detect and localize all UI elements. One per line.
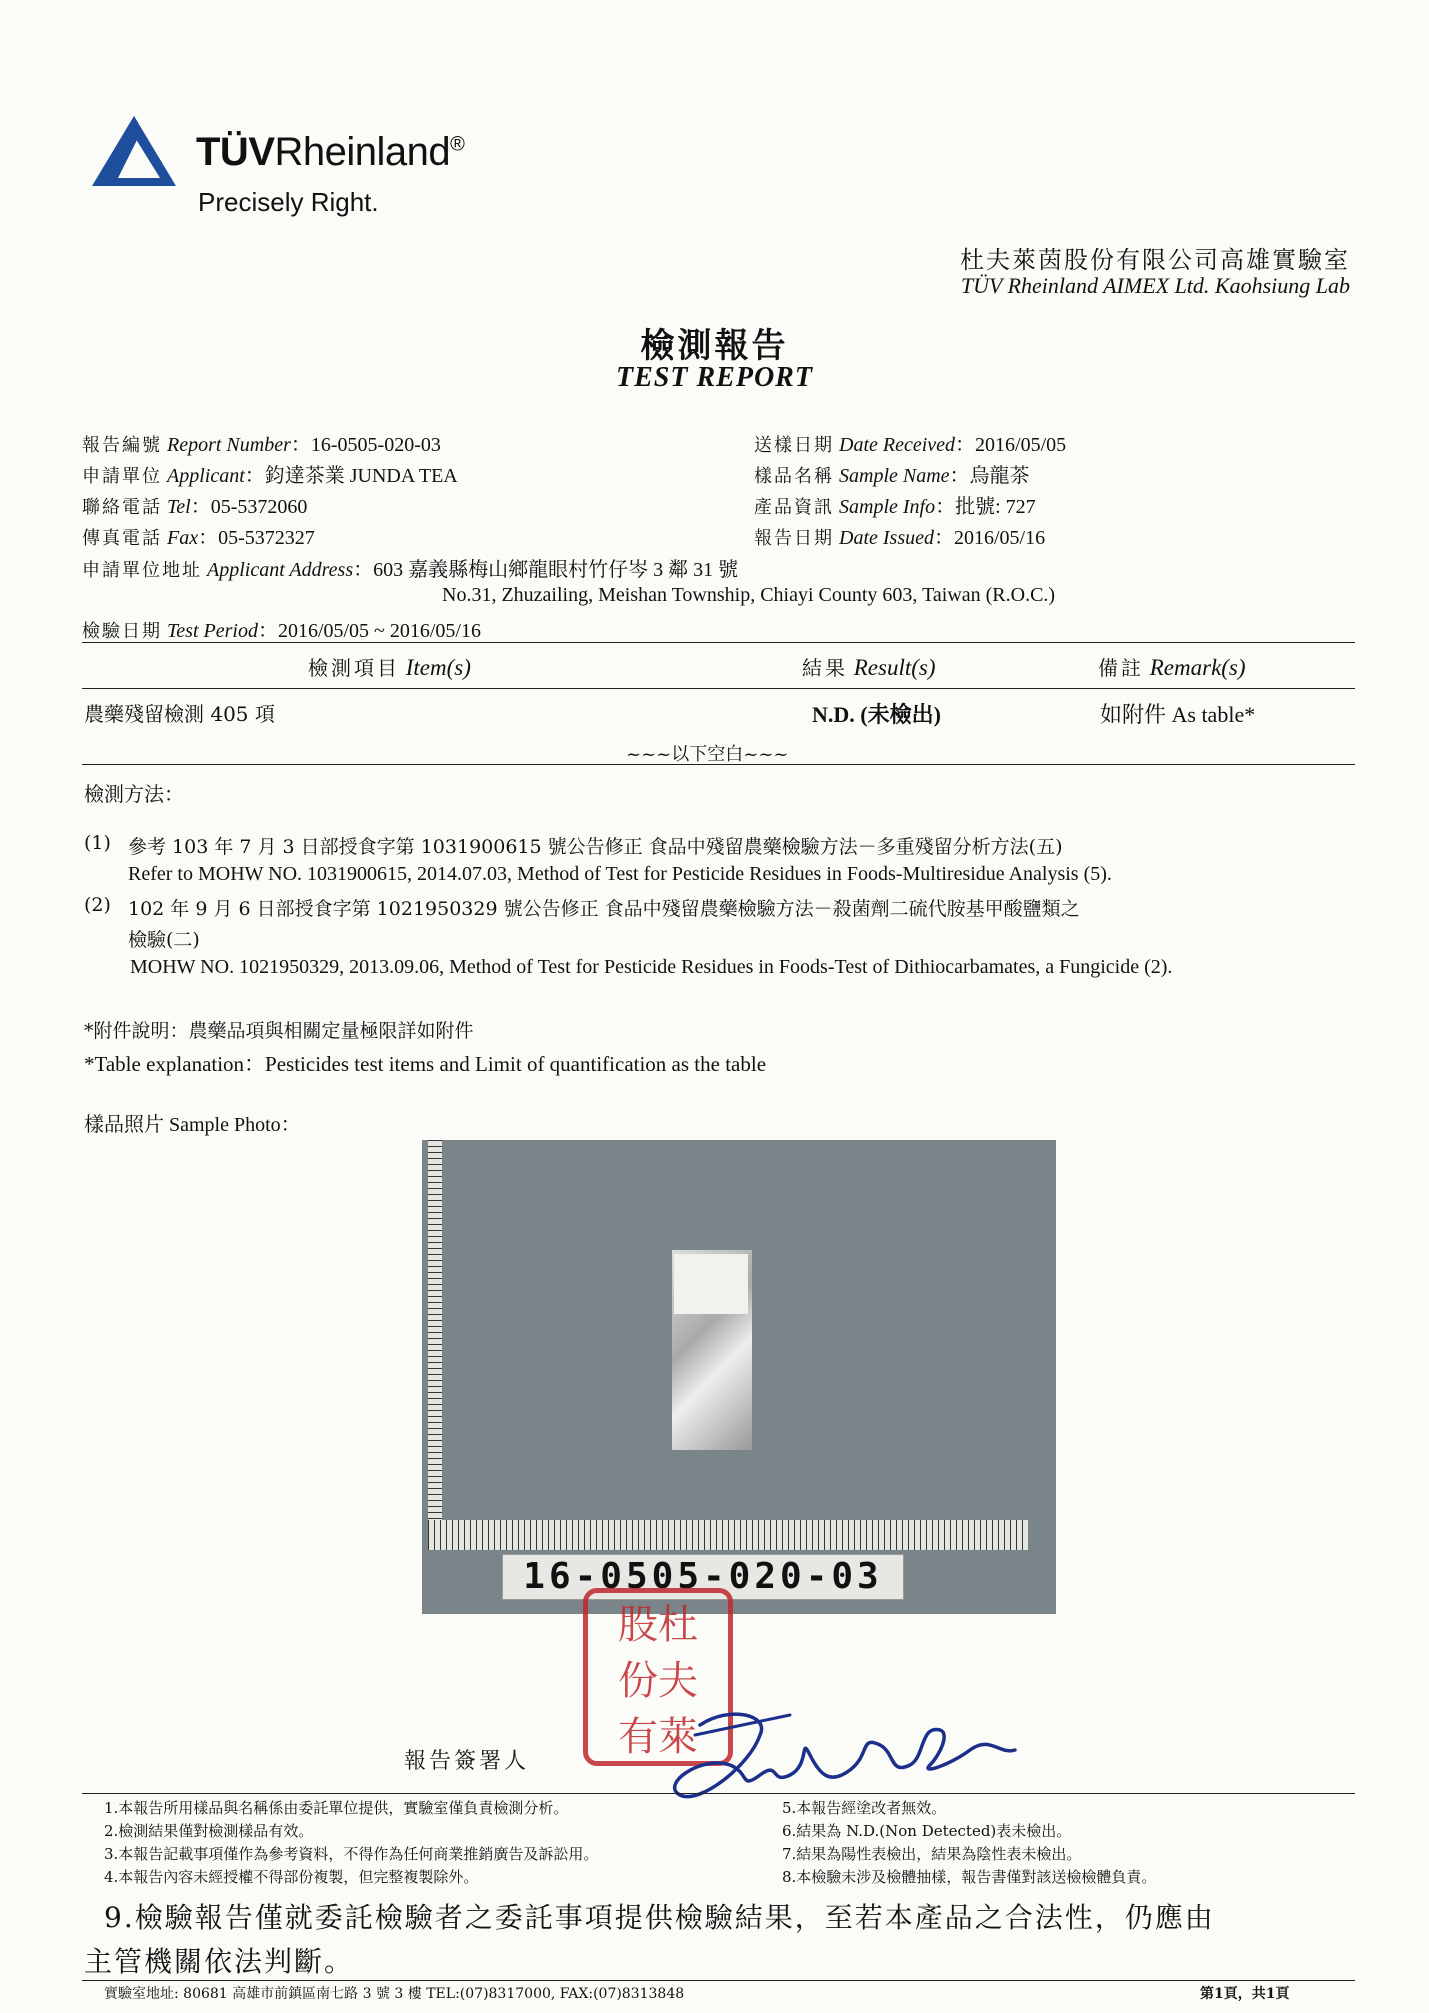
attachment-note-en: *Table explanation：Pesticides test items and Limit of quantification as the table [84, 1052, 767, 1076]
brand-name: TÜVRheinland® [196, 130, 465, 174]
note-6: 6.結果為 N.D.(Non Detected)表未檢出。 [782, 1822, 1072, 1840]
report-title-cn: 檢測報告 [640, 326, 789, 366]
method-2-cn-a: 102 年 9 月 6 日部授食字第 1021950329 號公告修正 食品中殘留農藥檢驗方法－殺菌劑二硫代胺基甲酸鹽類之 [128, 898, 1080, 920]
table-header-rule [82, 688, 1355, 689]
tea-bag-label [674, 1254, 748, 1314]
table-row-item: 農藥殘留檢測 405 項 [84, 702, 275, 726]
lab-name-en: TÜV Rheinland AIMEX Ltd. Kaohsiung Lab [960, 273, 1350, 298]
footer-address: 實驗室地址: 80681 高雄市前鎮區南七路 3 號 3 樓 TEL:(07)8317000, FAX:(07)8313848 [104, 1986, 685, 2002]
method-1-cn: 參考 103 年 7 月 3 日部授食字第 1031900615 號公告修正 食品中殘留農藥檢驗方法－多重殘留分析方法(五) [128, 836, 1063, 858]
notes-top-rule [82, 1793, 1355, 1794]
tuv-logo-icon [88, 112, 180, 190]
note-7: 7.結果為陽性表檢出，結果為陰性表未檢出。 [782, 1845, 1082, 1863]
header-items: 檢測項目 Item(s) [308, 655, 471, 680]
signer-label: 報告簽署人 [404, 1749, 530, 1774]
date-issued-row: 報告日期 Date Issued：2016/05/16 [754, 527, 1046, 549]
date-received-row: 送樣日期 Date Received：2016/05/05 [754, 434, 1067, 456]
sample-info-row: 產品資訊 Sample Info：批號: 727 [754, 496, 1036, 518]
footer-rule [82, 1980, 1355, 1981]
sample-name-row: 樣品名稱 Sample Name：烏龍茶 [754, 465, 1030, 487]
methods-heading: 檢測方法： [84, 782, 184, 806]
address-en-row: No.31, Zhuzailing, Meishan Township, Chiayi County 603, Taiwan (R.O.C.) [442, 584, 1056, 606]
applicant-row: 申請單位 Applicant：鈞達茶業 JUNDA TEA [82, 465, 458, 487]
tel-row: 聯絡電話 Tel：05-5372060 [82, 496, 308, 518]
method-1-en: Refer to MOHW NO. 1031900615, 2014.07.03, Method of Test for Pesticide Residues in Foods-Multiresidue Analysis (5). [128, 863, 1112, 885]
method-2-en: MOHW NO. 1021950329, 2013.09.06, Method of Test for Pesticide Residues in Foods-Test of Dithiocarbamates, a Fungicide (2). [130, 956, 1173, 978]
method-2-cn-b: 檢驗(二) [128, 929, 200, 951]
footer-page-number: 第1頁，共1頁 [1200, 1986, 1290, 2002]
report-title-en: TEST REPORT [616, 362, 813, 393]
header-remarks: 備註 Remark(s) [1098, 655, 1246, 680]
blank-below-line: ~~~以下空白~~~ [626, 744, 789, 765]
brand-tagline: Precisely Right. [198, 187, 379, 217]
note-8: 8.本檢驗未涉及檢體抽樣，報告書僅對該送檢檢體負責。 [782, 1868, 1157, 1886]
note-3: 3.本報告記載事項僅作為參考資料，不得作為任何商業推銷廣告及訴訟用。 [104, 1845, 599, 1863]
note-5: 5.本報告經塗改者無效。 [782, 1799, 947, 1817]
header-results: 結果 Result(s) [802, 655, 936, 680]
note-9-line-2: 主管機關依法判斷。 [84, 1945, 355, 1978]
sample-photo-label: 樣品照片 Sample Photo： [84, 1114, 301, 1136]
company-seal-stamp: 股杜 份夫 有萊 [583, 1588, 733, 1766]
method-1-number: (1) [84, 832, 111, 854]
table-row-remark: 如附件 As table* [1100, 702, 1256, 727]
note-9-line-1: 9.檢驗報告僅就委託檢驗者之委託事項提供檢驗結果，至若本產品之合法性，仍應由 [104, 1901, 1215, 1934]
ruler-vertical [428, 1140, 442, 1540]
address-row: 申請單位地址 Applicant Address：603 嘉義縣梅山鄉龍眼村竹仔岑 3 鄰 31 號 [82, 559, 739, 581]
table-bottom-rule [82, 764, 1355, 765]
sample-photo [422, 1140, 1056, 1614]
ruler-horizontal [428, 1520, 1028, 1550]
note-4: 4.本報告內容未經授權不得部份複製，但完整複製除外。 [104, 1868, 479, 1886]
test-period-row: 檢驗日期 Test Period：2016/05/05 ~ 2016/05/16 [82, 620, 481, 642]
note-1: 1.本報告所用樣品與名稱係由委託單位提供，實驗室僅負責檢測分析。 [104, 1799, 569, 1817]
attachment-note-cn: *附件說明：農藥品項與相關定量極限詳如附件 [84, 1020, 474, 1042]
sample-id-tag: 16-0505-020-03 [502, 1554, 904, 1600]
report-number-row: 報告編號 Report Number：16-0505-020-03 [82, 434, 441, 456]
method-2-number: (2) [84, 894, 111, 916]
lab-name-cn: 杜夫萊茵股份有限公司高雄實驗室 [960, 246, 1350, 274]
table-row-result: N.D. (未檢出) [812, 702, 941, 727]
note-2: 2.檢測結果僅對檢測樣品有效。 [104, 1822, 314, 1840]
fax-row: 傳真電話 Fax：05-5372327 [82, 527, 315, 549]
table-top-rule [82, 642, 1355, 643]
